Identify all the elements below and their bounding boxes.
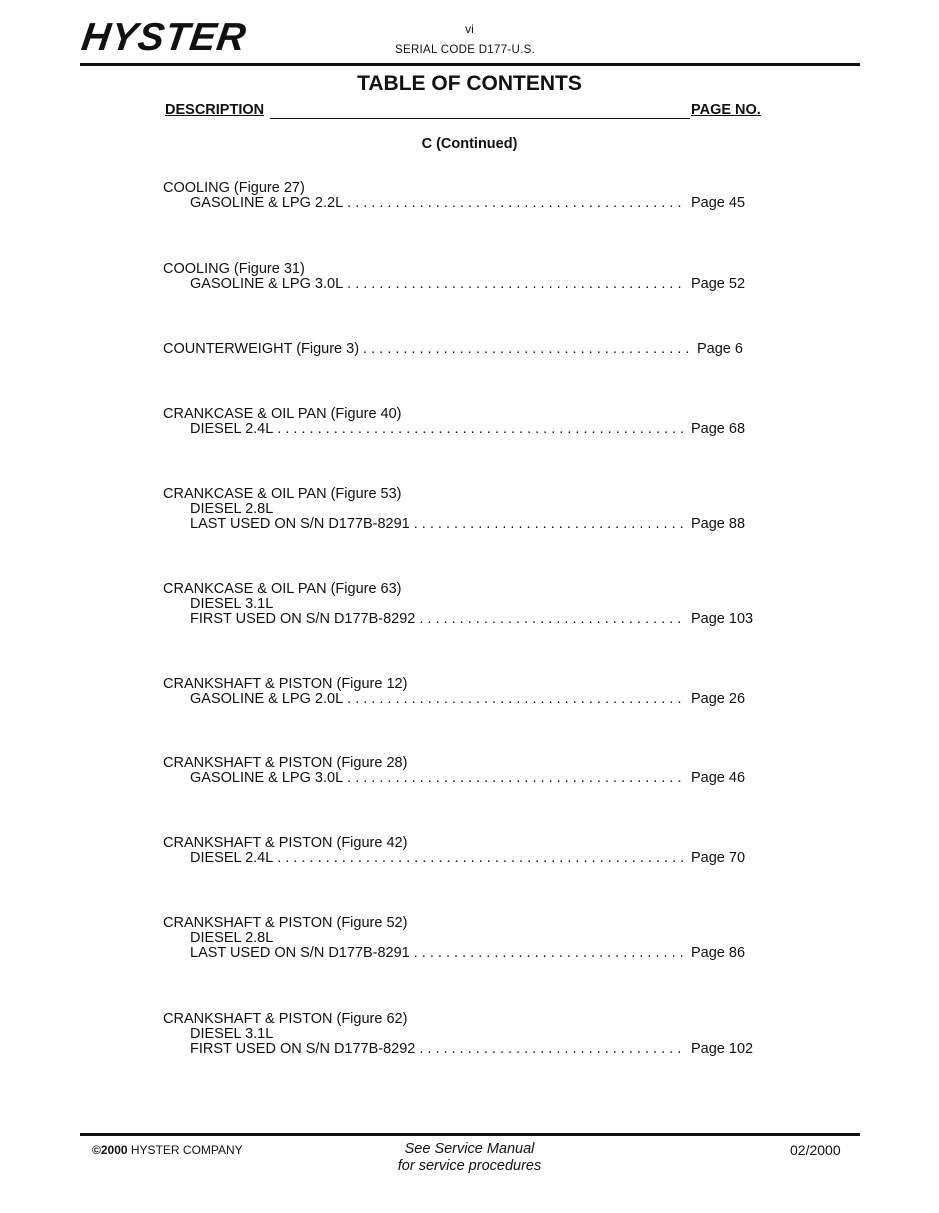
entry-subheading: DIESEL 2.8L (190, 501, 274, 517)
entry-text: FIRST USED ON S/N D177B-8292 (190, 1041, 416, 1057)
toc-entry[interactable] (163, 1012, 763, 1057)
entry-text: DIESEL 2.4L (190, 421, 274, 437)
page-title: TABLE OF CONTENTS (357, 72, 582, 95)
entry-heading: CRANKCASE & OIL PAN (Figure 40) (163, 406, 402, 422)
entry-page-link[interactable]: Page 26 (691, 691, 746, 707)
entry-leader-line (163, 946, 763, 961)
entry-heading: CRANKSHAFT & PISTON (Figure 42) (163, 835, 408, 851)
header-rule (80, 63, 860, 66)
entry-leader-line (163, 612, 763, 627)
entry-leader-line (163, 196, 763, 211)
entry-page-link[interactable]: Page 88 (691, 516, 746, 532)
entry-page-link[interactable]: Page 46 (691, 770, 746, 786)
entry-text: FIRST USED ON S/N D177B-8292 (190, 611, 416, 627)
toc-entry[interactable] (163, 407, 763, 437)
entry-subheading: DIESEL 3.1L (190, 596, 274, 612)
toc-entry[interactable] (163, 756, 763, 786)
entry-heading: COOLING (Figure 31) (163, 261, 305, 277)
entry-leader-line (163, 517, 763, 532)
entry-page-link[interactable]: Page 102 (691, 1041, 754, 1057)
entry-leader-line (163, 851, 763, 866)
copyright-company: HYSTER COMPANY (130, 1143, 243, 1157)
entry-text: LAST USED ON S/N D177B-8291 (190, 516, 410, 532)
entry-leader-line (163, 692, 763, 707)
page-number: vi (465, 22, 474, 36)
dot-leader (277, 851, 685, 866)
entry-heading: CRANKCASE & OIL PAN (Figure 53) (163, 486, 402, 502)
entry-text: GASOLINE & LPG 2.0L (190, 691, 344, 707)
entry-subheading: DIESEL 2.8L (190, 930, 274, 946)
toc-entry[interactable] (163, 262, 763, 292)
dot-leader (414, 517, 685, 532)
entry-page-link[interactable]: Page 6 (697, 341, 743, 357)
entry-leader-line (163, 771, 763, 786)
section-heading: C (Continued) (421, 136, 518, 152)
copyright-year: ©2000 (92, 1143, 128, 1157)
hyster-logo: HYSTER (78, 16, 250, 59)
dot-leader (347, 692, 685, 707)
entry-heading: COOLING (Figure 27) (163, 180, 305, 196)
serial-code: SERIAL CODE D177-U.S. (395, 44, 536, 56)
dot-leader (414, 946, 685, 961)
dot-leader (347, 771, 685, 786)
entry-heading: CRANKSHAFT & PISTON (Figure 62) (163, 1011, 408, 1027)
entry-text: GASOLINE & LPG 3.0L (190, 770, 344, 786)
entry-leader-line (163, 422, 763, 437)
toc-entry[interactable] (163, 836, 763, 866)
footer-note-line1: See Service Manual (404, 1141, 535, 1157)
footer-date: 02/2000 (790, 1142, 841, 1158)
footer-note-line2: for service procedures (397, 1158, 542, 1174)
entry-text: DIESEL 2.4L (190, 850, 274, 866)
dot-leader (419, 612, 685, 627)
page-column-header: PAGE NO. (691, 102, 761, 118)
description-column-header: DESCRIPTION (165, 102, 265, 118)
toc-entry[interactable] (163, 677, 763, 707)
entry-page-link[interactable]: Page 70 (691, 850, 746, 866)
dot-leader (277, 422, 685, 437)
column-header-rule (270, 118, 690, 119)
entry-page-link[interactable]: Page 103 (691, 611, 754, 627)
entry-text: GASOLINE & LPG 2.2L (190, 195, 344, 211)
entry-leader-line (163, 342, 763, 357)
entry-heading: CRANKSHAFT & PISTON (Figure 12) (163, 676, 408, 692)
entry-subheading: DIESEL 3.1L (190, 1026, 274, 1042)
dot-leader (347, 196, 685, 211)
entry-heading: CRANKSHAFT & PISTON (Figure 52) (163, 915, 408, 931)
entry-leader-line (163, 277, 763, 292)
dot-leader (347, 277, 685, 292)
entry-heading: CRANKSHAFT & PISTON (Figure 28) (163, 755, 408, 771)
dot-leader (419, 1042, 685, 1057)
entry-text: COUNTERWEIGHT (Figure 3) (163, 341, 360, 357)
entry-text: LAST USED ON S/N D177B-8291 (190, 945, 410, 961)
entry-text: GASOLINE & LPG 3.0L (190, 276, 344, 292)
toc-entry[interactable] (163, 181, 763, 211)
footer-rule (80, 1133, 860, 1136)
dot-leader (363, 342, 691, 357)
entry-page-link[interactable]: Page 68 (691, 421, 746, 437)
entry-page-link[interactable]: Page 86 (691, 945, 746, 961)
toc-entry[interactable] (163, 487, 763, 532)
toc-entry[interactable] (163, 582, 763, 627)
entry-heading: CRANKCASE & OIL PAN (Figure 63) (163, 581, 402, 597)
toc-entry[interactable] (163, 916, 763, 961)
entry-page-link[interactable]: Page 52 (691, 276, 746, 292)
entry-page-link[interactable]: Page 45 (691, 195, 746, 211)
toc-entry[interactable] (163, 342, 763, 357)
entry-leader-line (163, 1042, 763, 1057)
